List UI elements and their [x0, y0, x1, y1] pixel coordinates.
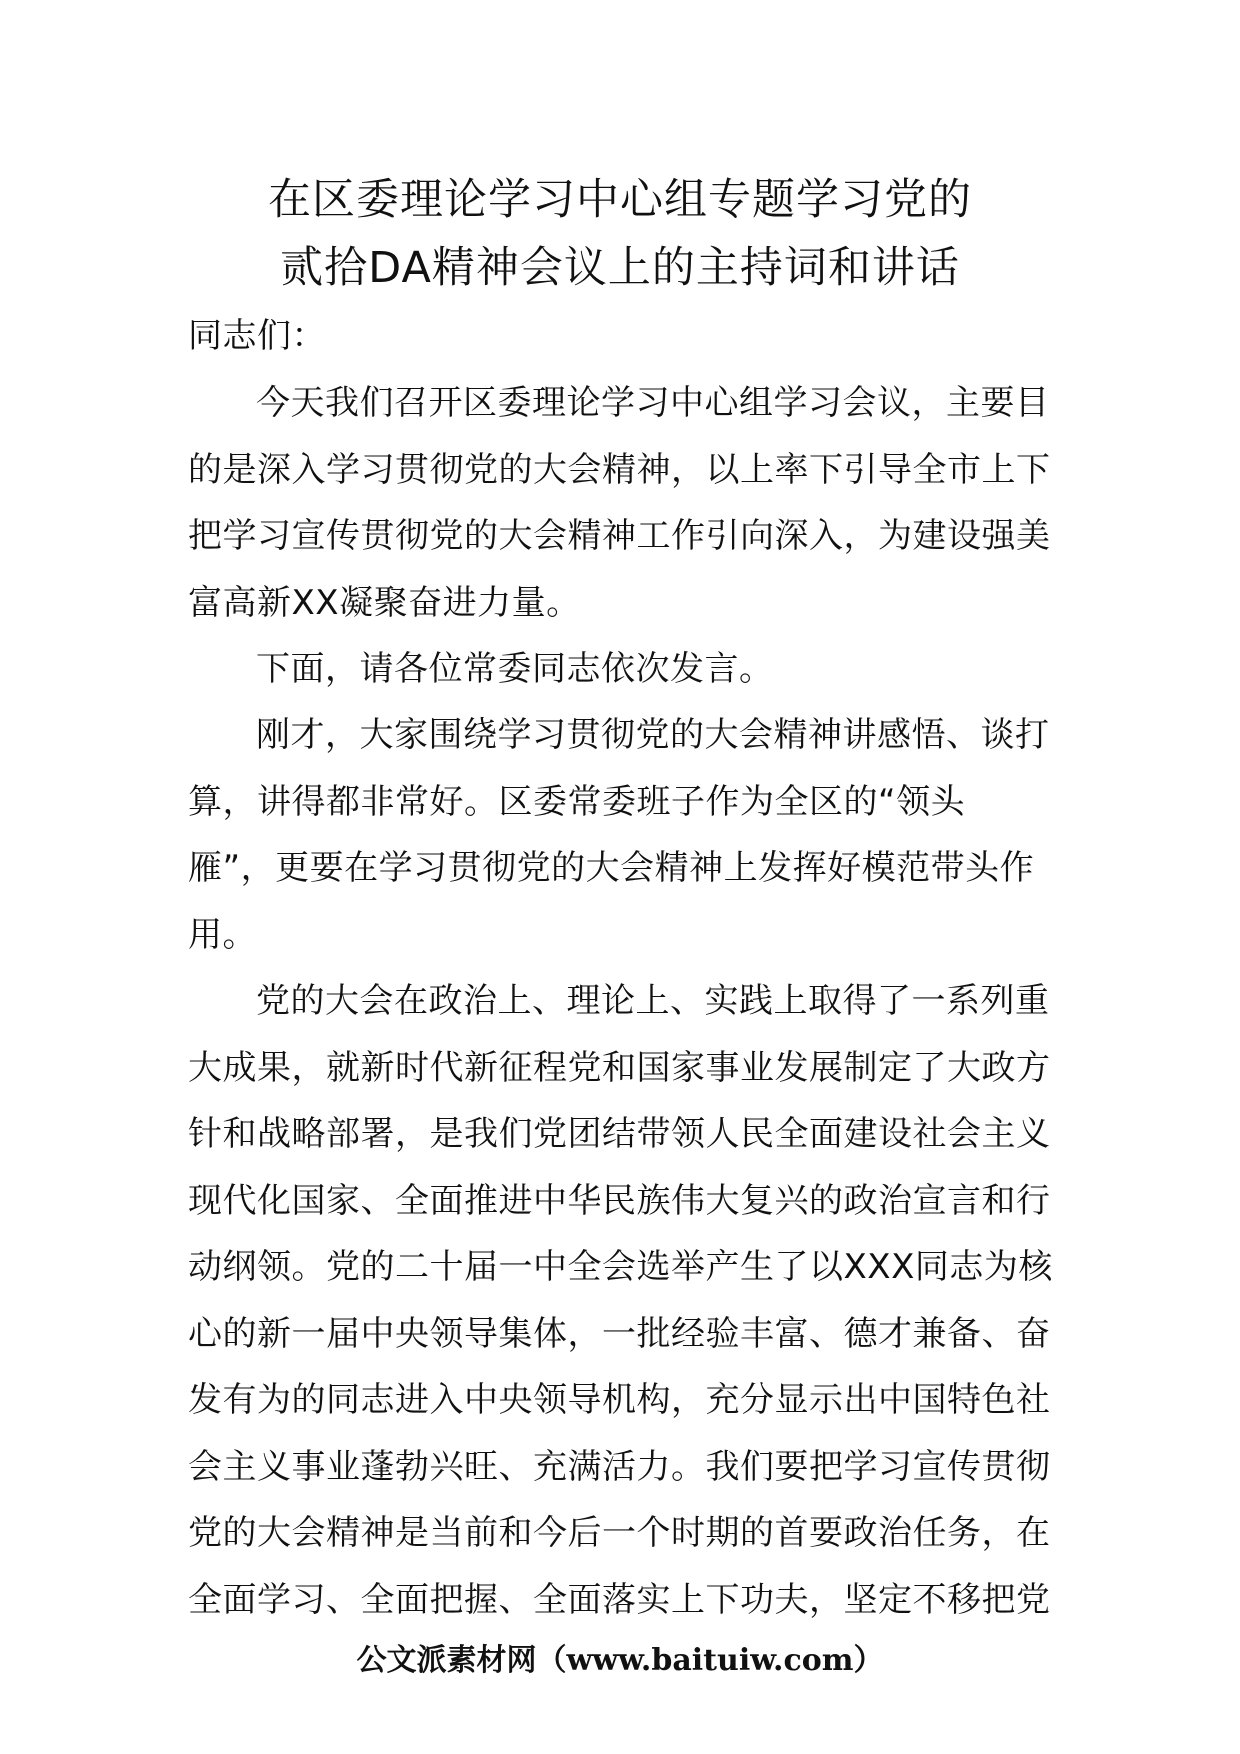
paragraph-line: 大成果，就新时代新征程党和国家事业发展制定了大政方: [188, 1047, 1051, 1088]
paragraph-line: 针和战略部署，是我们党团结带领人民全面建设社会主义: [188, 1114, 1051, 1154]
paragraph-4: [188, 968, 1058, 1633]
footer-watermark: 公文派素材网（www.baituiw.com）: [356, 1643, 884, 1678]
document-title-line-2: 贰拾DA精神会议上的主持词和讲话: [280, 243, 960, 293]
document-title-line-1: 在区委理论学习中心组专题学习党的: [268, 175, 972, 225]
paragraph-line: 动纲领。党的二十届一中全会选举产生了以XXX同志为核: [188, 1247, 1053, 1287]
paragraph-line: 下面，请各位常委同志依次发言。: [256, 649, 774, 689]
paragraph-line: 发有为的同志进入中央领导机构，充分显示出中国特色社: [188, 1380, 1051, 1420]
paragraph-3: [188, 702, 1058, 968]
paragraph-1: [188, 370, 1058, 636]
paragraph-line: 富高新XX凝聚奋进力量。: [188, 582, 581, 623]
paragraph-line: 党的大会精神是当前和今后一个时期的首要政治任务，在: [188, 1513, 1051, 1553]
paragraph-2: [188, 636, 1058, 703]
paragraph-line: 用。: [188, 914, 257, 955]
paragraph-line: 算，讲得都非常好。区委常委班子作为全区的“领头: [188, 781, 966, 822]
paragraph-line: 全面学习、全面把握、全面落实上下功夫，坚定不移把党: [188, 1579, 1051, 1620]
paragraph-line: 今天我们召开区委理论学习中心组学习会议，主要目: [256, 383, 1050, 423]
paragraph-line: 把学习宣传贯彻党的大会精神工作引向深入，为建设强美: [188, 516, 1051, 556]
paragraph-line: 雁”，更要在学习贯彻党的大会精神上发挥好模范带头作: [188, 848, 1035, 888]
paragraph-line: 刚才，大家围绕学习贯彻党的大会精神讲感悟、谈打: [256, 715, 1050, 755]
paragraph-line: 会主义事业蓬勃兴旺、充满活力。我们要把学习宣传贯彻: [188, 1446, 1051, 1487]
paragraph-line: 心的新一届中央领导集体，一批经验丰富、德才兼备、奋: [188, 1313, 1051, 1354]
salutation: 同志们：: [188, 316, 326, 356]
paragraph-line: 现代化国家、全面推进中华民族伟大复兴的政治宣言和行: [188, 1180, 1051, 1221]
paragraph-line: 党的大会在政治上、理论上、实践上取得了一系列重: [256, 981, 1050, 1021]
paragraph-line: 的是深入学习贯彻党的大会精神，以上率下引导全市上下: [188, 449, 1051, 490]
